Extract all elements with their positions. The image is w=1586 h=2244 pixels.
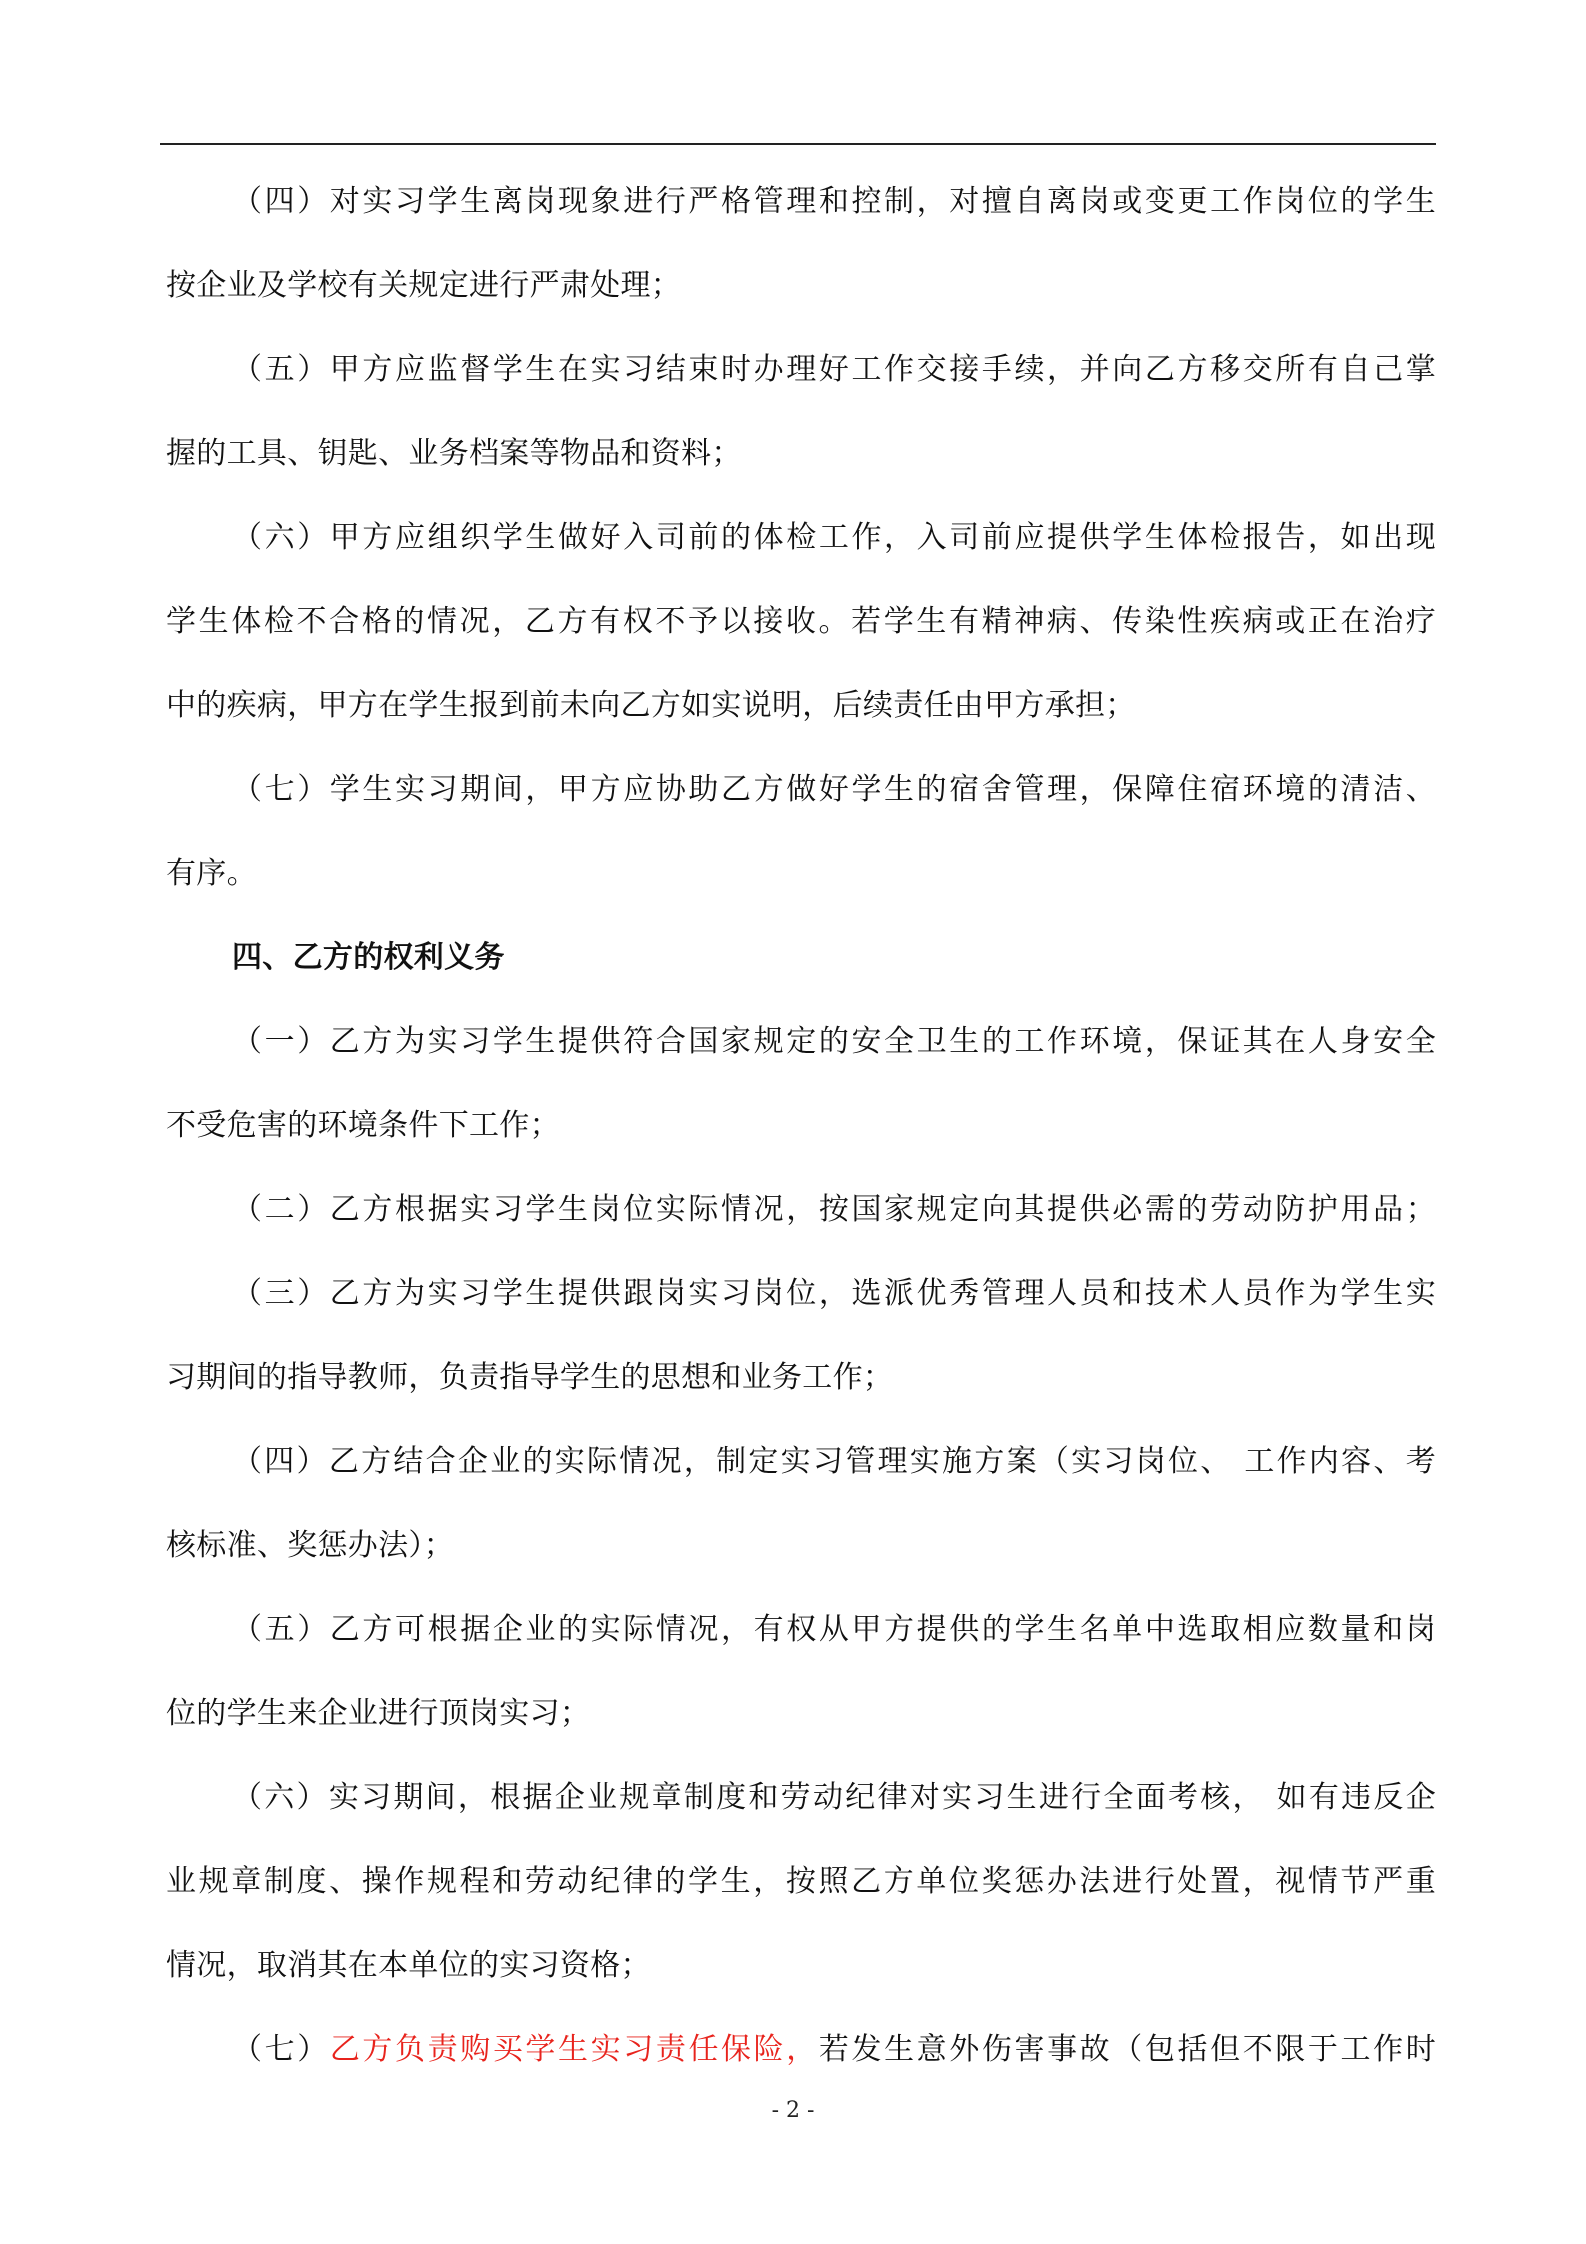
section-heading: 四、乙方的权利义务 xyxy=(232,940,505,975)
text-line: 学生体检不合格的情况，乙方有权不予以接收。若学生有精神病、传染性疾病或正在治疗 xyxy=(166,604,1436,639)
header-rule xyxy=(160,143,1436,145)
page-number: - 2 - xyxy=(771,2098,815,2123)
text-line: 中的疾病，甲方在学生报到前未向乙方如实说明，后续责任由甲方承担； xyxy=(166,688,1136,723)
text-line: 有序。 xyxy=(166,856,257,891)
text-segment: （七） xyxy=(232,2032,330,2067)
highlighted-text: 乙方负责购买学生实习责任保险， xyxy=(329,2032,819,2067)
text-line: 握的工具、钥匙、业务档案等物品和资料； xyxy=(166,436,742,471)
text-line: （六）实习期间，根据企业规章制度和劳动纪律对实习生进行全面考核， 如有违反企 xyxy=(232,1780,1436,1815)
text-line: 习期间的指导教师，负责指导学生的思想和业务工作； xyxy=(166,1360,894,1395)
text-line: （四）对实习学生离岗现象进行严格管理和控制，对擅自离岗或变更工作岗位的学生 xyxy=(232,184,1436,219)
text-line: 不受危害的环境条件下工作； xyxy=(166,1108,560,1143)
text-line: （二）乙方根据实习学生岗位实际情况，按国家规定向其提供必需的劳动防护用品； xyxy=(232,1192,1436,1227)
text-line: （五）乙方可根据企业的实际情况，有权从甲方提供的学生名单中选取相应数量和岗 xyxy=(232,1612,1436,1647)
text-line: （五）甲方应监督学生在实习结束时办理好工作交接手续，并向乙方移交所有自己掌 xyxy=(232,352,1436,387)
text-line: （三）乙方为实习学生提供跟岗实习岗位，选派优秀管理人员和技术人员作为学生实 xyxy=(232,1276,1436,1311)
text-line: （六）甲方应组织学生做好入司前的体检工作，入司前应提供学生体检报告，如出现 xyxy=(232,520,1436,555)
text-line: （七）学生实习期间，甲方应协助乙方做好学生的宿舍管理，保障住宿环境的清洁、 xyxy=(232,772,1436,807)
text-line: 按企业及学校有关规定进行严肃处理； xyxy=(166,268,682,303)
text-line: 核标准、奖惩办法）； xyxy=(166,1528,454,1563)
text-segment: 若发生意外伤害事故（包括但不限于工作时 xyxy=(818,2032,1436,2067)
text-line: （四）乙方结合企业的实际情况，制定实习管理实施方案（实习岗位、 工作内容、考 xyxy=(232,1444,1436,1479)
text-line: （一）乙方为实习学生提供符合国家规定的安全卫生的工作环境，保证其在人身安全 xyxy=(232,1024,1436,1059)
text-line: 业规章制度、操作规程和劳动纪律的学生，按照乙方单位奖惩办法进行处置，视情节严重 xyxy=(166,1864,1436,1899)
text-line: 情况，取消其在本单位的实习资格； xyxy=(166,1948,651,1983)
text-line xyxy=(166,2016,1436,2100)
document-body xyxy=(166,168,1436,2100)
text-line: 位的学生来企业进行顶岗实习； xyxy=(166,1696,591,1731)
